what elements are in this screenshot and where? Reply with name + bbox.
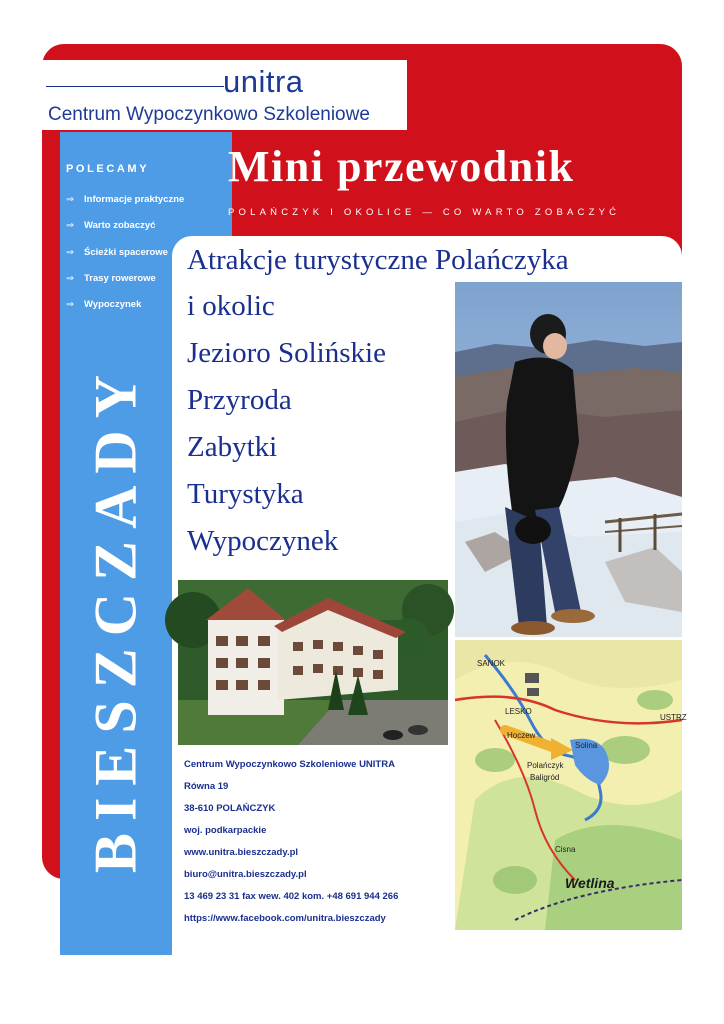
logo-underline [46,86,224,87]
hiker-mountain-photo [455,282,682,637]
topic-item: Turystyka [187,478,304,510]
arrow-right-icon: ⇒ [66,299,74,310]
topic-item: Wypoczynek [187,525,339,557]
sidebar-item-label: Wypoczynek [84,299,142,310]
logo-brand: unitra [223,64,304,99]
region-map [455,640,687,930]
map-label-solina: Solina [575,741,598,750]
sidebar-item-informacje[interactable] [66,194,184,205]
map-label-ustrzyki: USTRZ [660,713,687,722]
sidebar-item-label: Trasy rowerowe [84,273,156,284]
sidebar-item-sciezki[interactable] [66,247,168,258]
sidebar-item-label: Ścieżki spacerowe [84,247,168,258]
page-title: Mini przewodnik [228,142,575,191]
topic-item: Przyroda [187,384,292,416]
sidebar-item-wypoczynek[interactable] [66,299,141,310]
map-label-hoczew: Hoczew [507,731,536,740]
arrow-right-icon: ⇒ [66,247,74,258]
contact-region: woj. podkarpackie [184,825,267,836]
unitra-logo [42,60,407,130]
arrow-right-icon: ⇒ [66,273,74,284]
arrow-right-icon: ⇒ [66,220,74,231]
topic-item: i okolic [187,290,275,322]
map-label-lesko: LESKO [505,707,532,716]
page-subtitle: POLAŃCZYK I OKOLICE — CO WARTO ZOBACZYĆ [228,207,621,218]
contact-email-link[interactable]: biuro@unitra.bieszczady.pl [184,869,307,880]
contact-facebook-link[interactable]: https://www.facebook.com/unitra.bieszczady [184,913,386,924]
map-label-baligrod: Baligród [530,773,560,782]
sidebar-item-warto-zobaczyc[interactable] [66,220,155,231]
sidebar-item-trasy[interactable] [66,273,156,284]
topic-item: Jezioro Solińskie [187,337,386,369]
arrow-right-icon: ⇒ [66,194,74,205]
contact-postcode: 38-610 POLAŃCZYK [184,803,276,814]
logo-subtitle: Centrum Wypoczynkowo Szkoleniowe [48,104,370,125]
contact-street: Równa 19 [184,781,229,792]
vertical-region-title: BIESZCZADY [82,362,149,874]
map-label-wetlina: Wetlina [565,875,615,891]
sidebar-item-label: Warto zobaczyć [84,220,156,231]
sidebar-heading: POLECAMY [66,163,150,175]
contact-website-link[interactable]: www.unitra.bieszczady.pl [184,847,299,858]
map-label-polanczyk: Polańczyk [527,761,564,770]
contact-phone: 13 469 23 31 fax wew. 402 kom. +48 691 944 266 [184,891,399,902]
contact-company: Centrum Wypoczynkowo Szkoleniowe UNITRA [184,759,395,770]
map-label-sanok: SANOK [477,659,506,668]
sidebar-header-band [60,132,232,152]
topic-item: Atrakcje turystyczne Polańczyka [187,244,569,276]
sidebar-item-label: Informacje praktyczne [84,194,185,205]
hotel-building-photo [178,580,448,745]
map-label-cisna: Cisna [555,845,576,854]
topic-item: Zabytki [187,431,278,463]
